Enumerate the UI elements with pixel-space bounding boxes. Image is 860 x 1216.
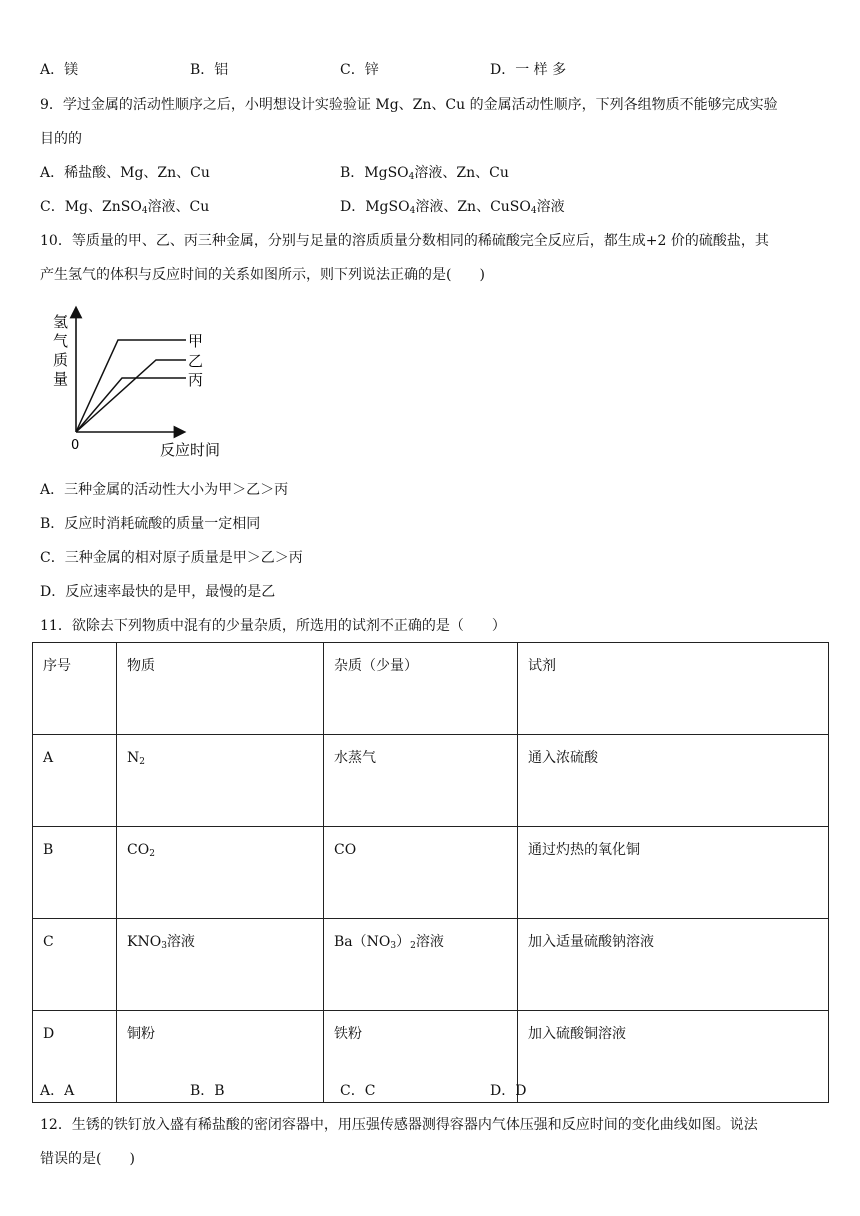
cell-impurity: 铁粉 bbox=[324, 1011, 518, 1103]
y-label-char-3: 质 bbox=[53, 351, 69, 369]
q10-stem-line2: 产生氢气的体积与反应时间的关系如图所示，则下列说法正确的是( ) bbox=[40, 267, 485, 283]
q8-option-d: D．一 样 多 bbox=[490, 62, 567, 78]
q11-option-d: D．D bbox=[490, 1083, 527, 1099]
series-yi-label: 乙 bbox=[188, 352, 204, 370]
cell-reagent: 加入硫酸铜溶液 bbox=[518, 1011, 829, 1103]
series-bing-line bbox=[76, 378, 186, 432]
cell-impurity: $Ba(NO_3)_2$溶液 bbox=[324, 919, 518, 1011]
cell-substance: $N_2$ bbox=[117, 735, 324, 827]
q11-option-c: C．C bbox=[340, 1083, 376, 1099]
y-label-char-4: 量 bbox=[53, 370, 69, 388]
q11-stem: 11．欲除去下列物质中混有的少量杂质，所选用的试剂不正确的是（ ） bbox=[40, 618, 506, 634]
cell-substance: $KNO_3$溶液 bbox=[117, 919, 324, 1011]
q11-option-b: B．B bbox=[190, 1083, 225, 1099]
q8-option-c: C．锌 bbox=[340, 62, 379, 78]
cell-impurity: 水蒸气 bbox=[324, 735, 518, 827]
cell-substance: 铜粉 bbox=[117, 1011, 324, 1103]
header-cell-id: 序号 bbox=[33, 643, 117, 735]
header-cell-impurity: 杂质（少量） bbox=[324, 643, 518, 735]
q10-stem-line1: 10．等质量的甲、乙、丙三种金属，分别与足量的溶质质量分数相同的稀硫酸完全反应后，都生成+2 价的硫酸盐，其 bbox=[40, 233, 769, 249]
series-jia-label: 甲 bbox=[188, 332, 204, 350]
q10-option-a: A．三种金属的活动性大小为甲＞乙＞丙 bbox=[40, 482, 289, 498]
cell-impurity: CO bbox=[324, 827, 518, 919]
header-cell-reagent: 试剂 bbox=[518, 643, 829, 735]
x-axis-label: 反应时间 bbox=[160, 441, 221, 459]
q12-stem-line2: 错误的是( ) bbox=[40, 1151, 135, 1167]
q9-option-d: D．MgSO$_4$溶液、Zn、CuSO$_4$溶液 bbox=[340, 199, 565, 216]
series-bing-label: 丙 bbox=[188, 371, 204, 389]
origin-label: 0 bbox=[71, 438, 80, 453]
q9-option-b: B．MgSO$_4$溶液、Zn、Cu bbox=[340, 165, 509, 182]
cell-reagent: 加入适量硫酸钠溶液 bbox=[518, 919, 829, 1011]
y-label-char-2: 气 bbox=[53, 332, 69, 350]
cell-id: A bbox=[33, 735, 117, 827]
table-row bbox=[33, 735, 829, 827]
q9-option-a: A．稀盐酸、Mg、Zn、Cu bbox=[40, 165, 210, 181]
q12-stem-line1: 12．生锈的铁钉放入盛有稀盐酸的密闭容器中，用压强传感器测得容器内气体压强和反应时间的变化曲线如图。说法 bbox=[40, 1117, 758, 1133]
table-row bbox=[33, 919, 829, 1011]
cell-substance: $CO_2$ bbox=[117, 827, 324, 919]
q10-option-b: B．反应时消耗硫酸的质量一定相同 bbox=[40, 516, 261, 532]
q9-option-c: C．Mg、ZnSO$_4$溶液、Cu bbox=[40, 199, 210, 216]
cell-id: D bbox=[33, 1011, 117, 1103]
header-cell-substance: 物质 bbox=[117, 643, 324, 735]
q11-table bbox=[32, 642, 829, 1103]
q10-option-c: C．三种金属的相对原子质量是甲＞乙＞丙 bbox=[40, 550, 303, 566]
table-header-row bbox=[33, 643, 829, 735]
q9-stem-line2: 目的的 bbox=[40, 131, 82, 147]
q9-stem-line1: 9．学过金属的活动性顺序之后，小明想设计实验验证 Mg、Zn、Cu 的金属活动性顺序，下列各组物质不能够完成实验 bbox=[40, 97, 778, 113]
table-row bbox=[33, 1011, 829, 1103]
q11-option-a: A．A bbox=[40, 1083, 75, 1099]
y-label-char-1: 氢 bbox=[53, 313, 69, 331]
table-row bbox=[33, 827, 829, 919]
cell-reagent: 通过灼热的氧化铜 bbox=[518, 827, 829, 919]
q10-graph bbox=[40, 302, 240, 462]
cell-reagent: 通入浓硫酸 bbox=[518, 735, 829, 827]
q8-option-b: B．铝 bbox=[190, 62, 229, 78]
series-jia-line bbox=[76, 340, 186, 432]
cell-id: B bbox=[33, 827, 117, 919]
q8-option-a: A．镁 bbox=[40, 62, 79, 78]
cell-id: C bbox=[33, 919, 117, 1011]
q10-option-d: D．反应速率最快的是甲，最慢的是乙 bbox=[40, 584, 276, 600]
